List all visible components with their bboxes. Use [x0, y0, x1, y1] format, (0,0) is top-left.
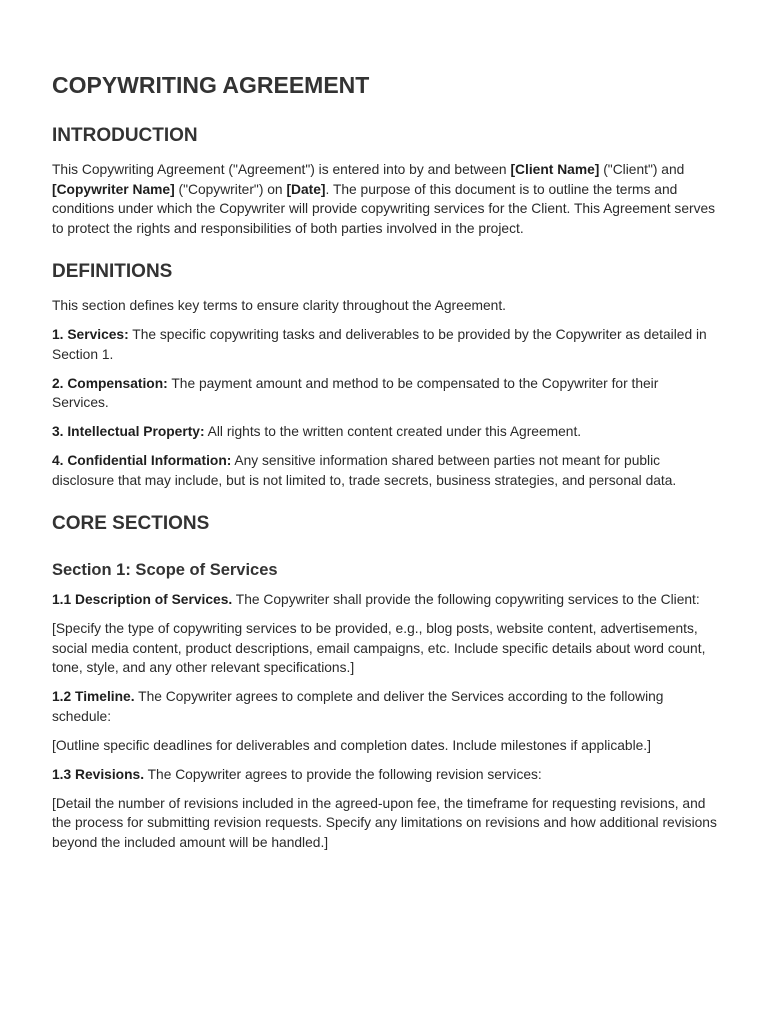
intro-text-b: ("Client") and — [599, 162, 685, 177]
section1-item — [52, 590, 718, 610]
clause-term: 1.1 Description of Services. — [52, 592, 233, 607]
date-placeholder: [Date] — [286, 181, 326, 197]
definition-item — [52, 325, 718, 364]
intro-text-c: ("Copywriter") on — [174, 181, 287, 197]
clause-text: The Copywriter shall provide the following copywriting services to the Client: — [232, 592, 700, 607]
copywriter-name-placeholder: [Copywriter Name] — [52, 181, 175, 197]
clause-text: [Detail the number of revisions included in the agreed-upon fee, the timeframe for requesting revisions, and the process for submitting revision requests. Specify any limitations on revisions and how additional revisions beyond the included amount will be handled.] — [52, 795, 717, 850]
definition-term: 1. Services: — [52, 327, 129, 342]
clause-text: [Outline specific deadlines for deliverables and completion dates. Include milestones if applicable.] — [52, 737, 651, 753]
definition-item — [52, 422, 718, 442]
clause-term: 1.2 Timeline. — [52, 689, 135, 704]
document-title: COPYWRITING AGREEMENT — [52, 72, 370, 98]
client-name-placeholder: [Client Name] — [510, 162, 600, 177]
definition-text: Any sensitive information shared between parties not meant for public disclosure that may include, but is not limited to, trade secrets, business strategies, and personal data. — [52, 453, 677, 488]
clause-text: The Copywriter agrees to complete and deliver the Services according to the following schedule: — [52, 689, 664, 724]
definitions-intro: This section defines key terms to ensure clarity throughout the Agreement. — [52, 298, 506, 313]
section1-placeholder-text — [52, 794, 718, 853]
introduction-paragraph — [52, 160, 718, 238]
clause-term: 1.3 Revisions. — [52, 766, 145, 782]
clause-text: The Copywriter agrees to provide the following revision services: — [144, 766, 542, 782]
definition-text: The specific copywriting tasks and deliverables to be provided by the Copywriter as detailed in Section 1. — [52, 327, 707, 362]
section1-placeholder-text — [52, 736, 718, 756]
definition-item — [52, 451, 718, 490]
introduction-heading: INTRODUCTION — [52, 125, 198, 146]
section1-item — [52, 765, 718, 785]
definition-term: 4. Confidential Information: — [52, 453, 232, 468]
definition-term: 3. Intellectual Property: — [52, 424, 205, 439]
definition-item — [52, 374, 718, 413]
intro-text-a: This Copywriting Agreement ("Agreement") is entered into by and between — [52, 162, 511, 177]
intro-text-d: . The purpose of this document is to outline the terms and conditions under which the Copywriter will provide copywriting services for the Client. This Agreement serves to protect the rights and responsibilities of both parties involved in the project. — [52, 181, 716, 236]
definition-text: The payment amount and method to be compensated to the Copywriter for their Services. — [52, 375, 659, 410]
section1-placeholder-text — [52, 619, 718, 678]
definitions-heading: DEFINITIONS — [52, 261, 173, 282]
document-page — [52, 70, 718, 862]
section1-heading: Section 1: Scope of Services — [52, 561, 278, 579]
core-sections-heading: CORE SECTIONS — [52, 513, 210, 534]
section1-item — [52, 687, 718, 726]
definition-text: All rights to the written content created under this Agreement. — [204, 424, 582, 439]
clause-text: [Specify the type of copywriting services to be provided, e.g., blog posts, website content, advertisements, social media content, product descriptions, email campaigns, etc. Include specific details about word count, tone, style, and any other relevant specifications.] — [52, 621, 706, 675]
definition-term: 2. Compensation: — [52, 375, 168, 391]
